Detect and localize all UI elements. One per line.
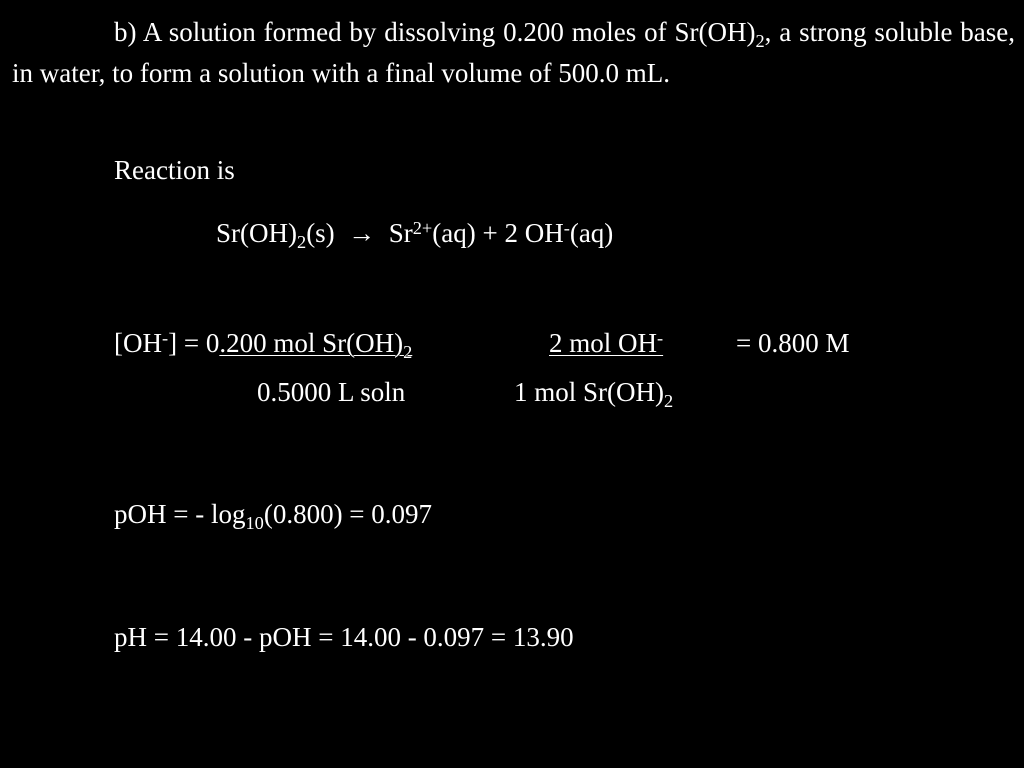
hydroxide-ion: 2 OH xyxy=(504,218,564,248)
reaction-heading: Reaction is xyxy=(114,155,235,185)
problem-text-start: A solution formed by dissolving 0.200 moles of xyxy=(142,17,675,47)
part-label: b) xyxy=(114,17,137,47)
hydroxide-ion-state: (aq) xyxy=(569,218,614,248)
hydroxide-bracket: [OH xyxy=(114,328,162,358)
base-formula-subscript: 2 xyxy=(755,30,765,51)
ph-calculation: pH = 14.00 - pOH = 14.00 - 0.097 = 13.90 xyxy=(114,622,574,652)
poh-calculation xyxy=(114,499,433,533)
denominator-volume: 0.5000 L soln xyxy=(257,377,406,407)
reactant-state: (s) xyxy=(306,218,335,248)
base-formula: Sr(OH) xyxy=(674,17,756,47)
numerator-moles-text: .200 mol Sr(OH) xyxy=(219,328,404,358)
problem-text-end: , a strong soluble base, in water, to form a solution with a final volume of 500.0 mL. xyxy=(12,17,1016,88)
strontium-ion-charge: 2+ xyxy=(412,217,433,238)
log-base: 10 xyxy=(245,512,264,533)
denominator-ratio-subscript: 2 xyxy=(664,390,674,411)
numerator-moles-base xyxy=(219,328,413,362)
numerator-ratio-charge: - xyxy=(657,327,664,348)
hydroxide-bracket-close: ] = 0 xyxy=(168,328,220,358)
numerator-moles-subscript: 2 xyxy=(403,341,413,362)
denominator-mole-ratio xyxy=(514,377,674,411)
hydroxide-concentration-lhs xyxy=(114,327,413,362)
poh-prefix: pOH = - log xyxy=(114,499,246,529)
numerator-mole-ratio xyxy=(549,327,664,358)
reactant-subscript: 2 xyxy=(297,231,307,252)
problem-statement xyxy=(12,12,1015,94)
poh-result: (0.800) = 0.097 xyxy=(263,499,433,529)
hydroxide-ion-charge: - xyxy=(563,217,570,238)
plus-sign: + xyxy=(482,218,498,248)
hydroxide-bracket-charge: - xyxy=(162,327,169,348)
strontium-ion-state: (aq) xyxy=(432,218,476,248)
numerator-ratio-text: 2 mol OH xyxy=(549,328,657,358)
strontium-ion: Sr xyxy=(388,218,413,248)
reaction-arrow: → xyxy=(348,218,376,248)
reaction-equation xyxy=(216,217,614,252)
denominator-ratio-text: 1 mol Sr(OH) xyxy=(514,377,664,407)
hydroxide-result: = 0.800 M xyxy=(736,328,850,358)
reactant-formula: Sr(OH) xyxy=(216,218,297,248)
